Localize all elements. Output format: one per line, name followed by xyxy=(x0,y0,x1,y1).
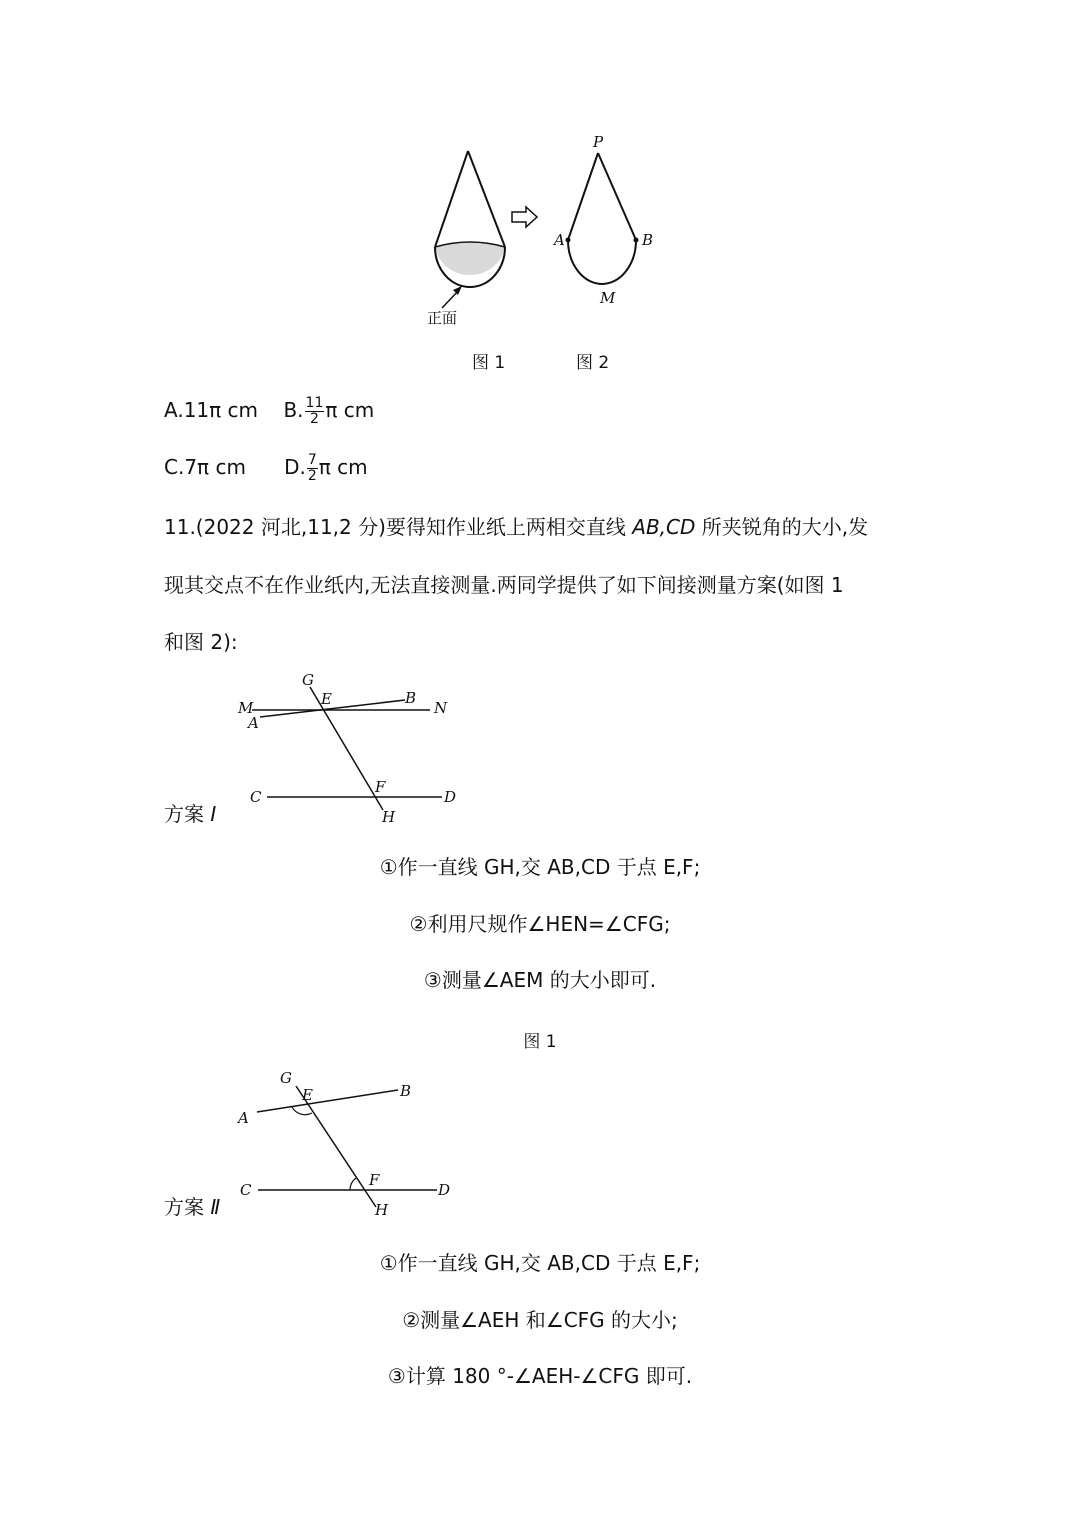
scheme1-step2: ②利用尺规作∠HEN=∠CFG; xyxy=(409,912,671,936)
scheme2-title: 方案 Ⅱ xyxy=(164,1195,221,1219)
line-gh xyxy=(296,1086,376,1207)
label-a: A xyxy=(238,1109,249,1127)
label-m: M xyxy=(238,699,254,717)
scheme1-step1: ①作一直线 GH,交 AB,CD 于点 E,F; xyxy=(379,855,701,879)
option-a: A.11π cm xyxy=(164,398,259,422)
label-g: G xyxy=(302,671,314,689)
label-h: H xyxy=(382,808,396,826)
front-arrow-head xyxy=(453,286,462,295)
question-line-2: 现其交点不在作业纸内,无法直接测量.两同学提供了如下间接测量方案(如图 1 xyxy=(164,573,844,597)
label-a: A xyxy=(554,231,565,249)
scheme1-title: 方案 Ⅰ xyxy=(164,802,217,826)
option-d: D. $\frac{7}{2}$ π cm xyxy=(284,452,368,484)
label-c: C xyxy=(250,788,262,806)
fig1-right-edge xyxy=(468,151,505,247)
fig2-right-edge xyxy=(598,153,636,240)
label-d: D xyxy=(444,788,457,806)
label-e: E xyxy=(321,690,332,708)
scheme1-caption: 图 1 xyxy=(523,1032,557,1052)
line-ab xyxy=(260,700,405,717)
label-h: H xyxy=(375,1201,389,1219)
label-b: B xyxy=(400,1082,412,1100)
label-f: F xyxy=(375,778,386,796)
fig2-left-edge xyxy=(568,153,598,240)
question-line-3: 和图 2): xyxy=(164,630,238,654)
scheme2-figure xyxy=(230,1065,470,1225)
options-row-1 xyxy=(164,396,374,427)
angle-aeh-arc xyxy=(292,1107,312,1115)
cone-figures xyxy=(400,125,700,335)
caption-fig1: 图 1 xyxy=(472,353,506,373)
scheme2-step1: ①作一直线 GH,交 AB,CD 于点 E,F; xyxy=(379,1251,701,1275)
front-label: 正面 xyxy=(427,309,458,327)
angle-cfg-arc xyxy=(350,1178,356,1190)
point-a xyxy=(566,238,571,243)
fig1-left-edge xyxy=(435,151,468,247)
label-e: E xyxy=(302,1086,313,1104)
label-p: P xyxy=(593,133,604,151)
caption-fig2: 图 2 xyxy=(576,353,610,373)
scheme2-step2: ②测量∠AEH 和∠CFG 的大小; xyxy=(402,1308,678,1332)
fig2-arc xyxy=(568,240,636,284)
option-c: C.7π cm xyxy=(164,455,246,479)
scheme2-step3: ③计算 180 °-∠AEH-∠CFG 即可. xyxy=(387,1364,693,1388)
label-n: N xyxy=(434,699,448,717)
scheme1-figure xyxy=(230,665,470,830)
label-m: M xyxy=(600,289,616,307)
option-b: B. $\frac{11}{2}$ π cm xyxy=(283,395,375,427)
label-a: A xyxy=(248,714,259,732)
label-g: G xyxy=(280,1069,292,1087)
scheme1-step3: ③测量∠AEM 的大小即可. xyxy=(423,968,657,992)
label-f: F xyxy=(369,1171,380,1189)
label-c: C xyxy=(240,1181,252,1199)
options-row-2 xyxy=(164,453,368,484)
transform-arrow-icon xyxy=(512,207,537,227)
shaded-front xyxy=(435,242,505,275)
question-line-1: 11.(2022 河北,11,2 分)要得知作业纸上两相交直线 AB,CD 所夹锐角的大小,发 xyxy=(164,515,869,539)
label-d: D xyxy=(438,1181,451,1199)
label-b: B xyxy=(642,231,654,249)
line-ab xyxy=(257,1090,398,1112)
point-b xyxy=(634,238,639,243)
label-b: B xyxy=(405,689,417,707)
